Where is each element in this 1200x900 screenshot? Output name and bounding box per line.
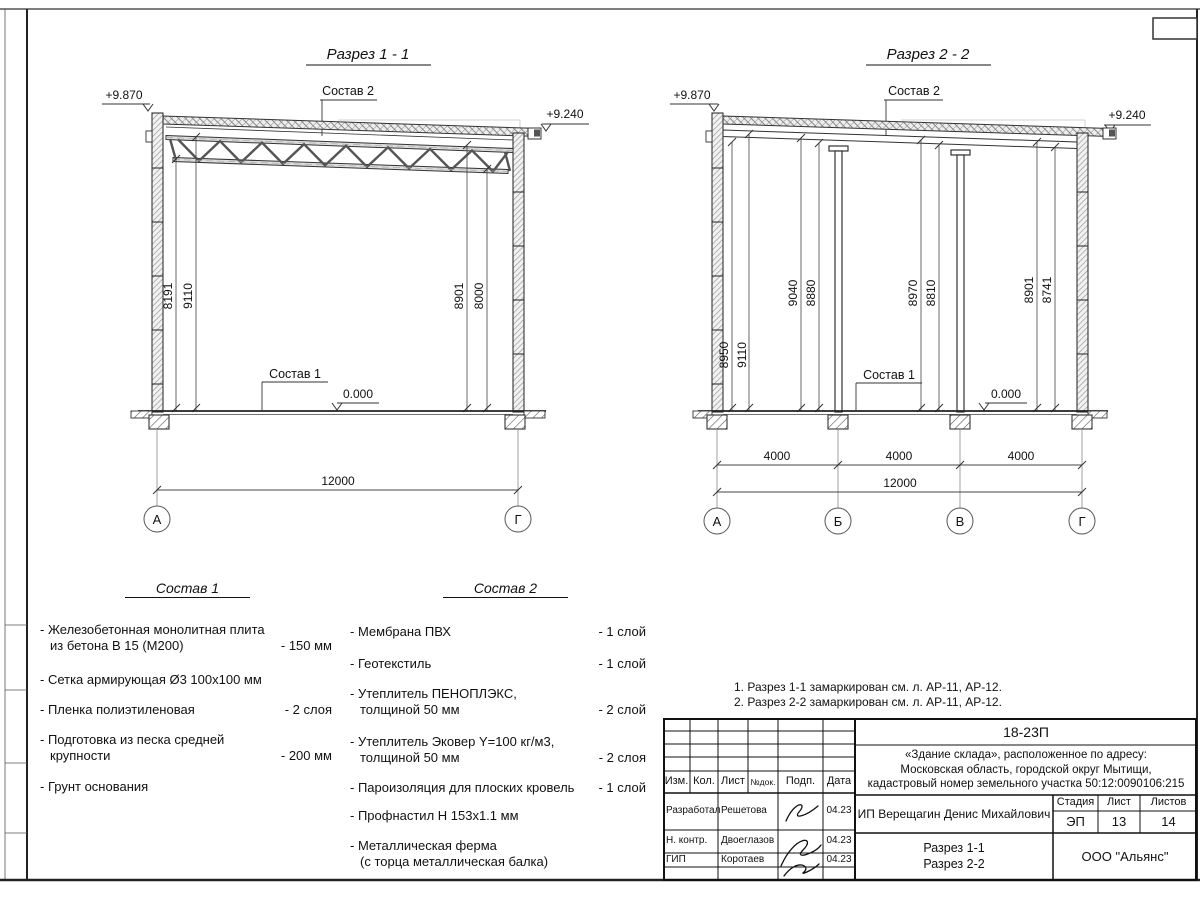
axis-a: А (712, 514, 722, 529)
dim-8950: 8950 (717, 341, 731, 369)
list-item: - Утеплитель Эковер Y=100 кг/м3, толщиной 50 мм - 2 слоя (350, 734, 646, 765)
dim-4000-3: 4000 (1007, 449, 1035, 463)
list-item: - Металлическая ферма (с торца металлическая балка) (350, 838, 549, 869)
client: ИП Верещагин Денис Михайлович (857, 806, 1051, 821)
sheet-title: Разрез 1-1 Разрез 2-2 (923, 841, 985, 871)
elevation-mark-left (670, 88, 719, 111)
sostav1-list (40, 0, 332, 900)
sheet-number: 13 (1111, 813, 1127, 829)
dim-12000: 12000 (321, 474, 355, 488)
sheet-label: Лист (1107, 796, 1131, 809)
dim-8880: 8880 (804, 279, 818, 307)
sostav2-list (350, 0, 646, 900)
header-kol: Кол. (693, 775, 715, 788)
dim-9110: 9110 (181, 283, 195, 309)
wall-right (1077, 133, 1088, 412)
footing-g (1072, 415, 1092, 429)
row-name: Коротаев (721, 853, 765, 865)
svg-text:Состав 1: Состав 1 (863, 368, 915, 382)
section-2-2 (670, 46, 1151, 534)
stage-label: Стадия (1056, 796, 1095, 809)
column-axis-b (829, 146, 848, 412)
sostav1-title: Состав 1 (125, 580, 250, 598)
stamp-code-box (1153, 18, 1197, 39)
footing-a (707, 415, 727, 429)
list-item: - Пароизоляция для плоских кровель - 1 слой (350, 780, 646, 795)
row-name: Двоеглазов (721, 834, 775, 846)
header-data: Дата (826, 775, 852, 788)
list-item: - Железобетонная монолитная плита из бетона В 15 (М200) - 150 мм (40, 622, 332, 653)
axis-b: Б (833, 514, 843, 529)
dim-8191: 8191 (161, 282, 175, 310)
svg-text:Состав 1: Состав 1 (269, 367, 321, 381)
row-date: 04.23 (826, 804, 852, 816)
zero-level-mark (979, 387, 1027, 410)
svg-text:0.000: 0.000 (342, 387, 374, 401)
row-role: Н. контр. (666, 834, 708, 846)
dim-8810: 8810 (924, 279, 938, 307)
list-item: - Грунт основания (40, 779, 149, 794)
axis-v: В (955, 514, 965, 529)
axis-bubbles (704, 508, 1095, 534)
note-2: 2. Разрез 2-2 замаркирован см. л. АР-11, АР-12. (734, 695, 1002, 709)
svg-text:+9.870: +9.870 (105, 88, 143, 102)
row-date: 04.23 (826, 834, 852, 846)
svg-text:Состав 2: Состав 2 (888, 84, 940, 98)
list-item: - Сетка армирующая Ø3 100х100 мм (40, 672, 262, 687)
svg-text:0.000: 0.000 (990, 387, 1022, 401)
sheets-label: Листов (1150, 796, 1187, 809)
row-role: ГИП (666, 853, 686, 865)
note-1: 1. Разрез 1-1 замаркирован см. л. АР-11, АР-12. (734, 680, 1002, 694)
header-izm: Изм. (664, 775, 689, 788)
signature-3 (784, 864, 819, 876)
span-dimensions (713, 430, 1086, 508)
row-date: 04.23 (826, 853, 852, 865)
section2-title: Разрез 2 - 2 (886, 46, 970, 63)
footing-b (828, 415, 848, 429)
svg-text:Состав 2: Состав 2 (322, 84, 374, 98)
row-role: Разработал (666, 804, 721, 816)
project-object: «Здание склада», расположенное по адресу: Московская область, городской округ Мытищи, кадастровый номер земельного участка 50:12:0090106:215 (867, 749, 1185, 791)
dim-8901: 8901 (452, 282, 466, 310)
list-item: - Подготовка из песка средней крупности - 200 мм (40, 732, 332, 763)
signature-1 (786, 805, 818, 821)
axis-a: А (152, 512, 162, 527)
dim-9040: 9040 (786, 279, 800, 307)
dim-9110: 9110 (735, 342, 749, 368)
dim-8000: 8000 (472, 282, 486, 310)
dim-4000-2: 4000 (885, 449, 913, 463)
header-list: Лист (721, 775, 745, 788)
svg-text:+9.870: +9.870 (673, 88, 711, 102)
list-item: - Мембрана ПВХ - 1 слой (350, 624, 646, 639)
floor-composition-leader (856, 368, 922, 410)
row-name: Решетова (721, 804, 767, 816)
stage-value: ЭП (1066, 813, 1085, 829)
title-block (663, 718, 1197, 881)
list-item: - Пленка полиэтиленовая - 2 слоя (40, 702, 332, 717)
list-item: - Профнастил Н 153х1.1 мм (350, 808, 519, 823)
axis-g: Г (1078, 514, 1086, 529)
dim-8970: 8970 (906, 279, 920, 307)
footing-v (950, 415, 970, 429)
project-code: 18-23П (1003, 723, 1049, 740)
section1-title: Разрез 1 - 1 (326, 46, 410, 63)
svg-text:+9.240: +9.240 (1108, 108, 1146, 122)
dim-8901: 8901 (1022, 276, 1036, 304)
header-podp: Подп. (785, 775, 816, 788)
header-ndok: №док. (750, 776, 776, 787)
dim-8741: 8741 (1040, 276, 1054, 304)
dim-12000: 12000 (883, 476, 917, 490)
sheets-total: 14 (1161, 813, 1176, 829)
axis-g: Г (514, 512, 522, 527)
dim-4000-1: 4000 (763, 449, 791, 463)
list-item: - Утеплитель ПЕНОПЛЭКС, толщиной 50 мм - 2 слой (350, 686, 646, 717)
column-axis-v (951, 150, 970, 412)
notes (734, 680, 1002, 710)
sostav2-title: Состав 2 (443, 580, 568, 598)
floor-slab (693, 411, 1108, 429)
list-item: - Геотекстиль - 1 слой (350, 656, 646, 671)
svg-text:+9.240: +9.240 (546, 107, 584, 121)
company: ООО "Альянс" (1081, 848, 1169, 864)
